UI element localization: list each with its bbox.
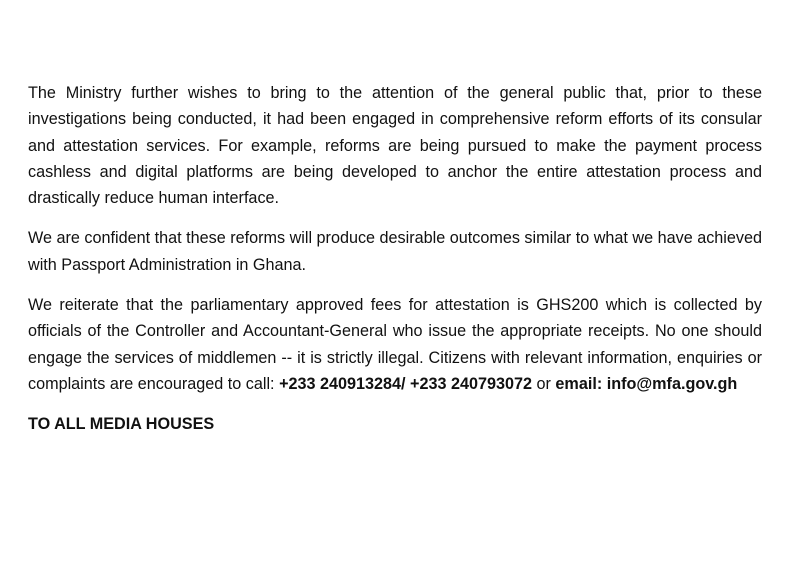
email-address: info@mfa.gov.gh: [606, 374, 738, 393]
email-label: email:: [555, 374, 603, 393]
contact-connector: or: [532, 374, 556, 393]
phone-numbers: +233 240913284/ +233 240793072: [279, 374, 533, 393]
paragraph-confidence: We are confident that these reforms will produce desirable outcomes similar to what we have achieved with Passport Administration in Ghana.: [28, 229, 762, 274]
paragraph-fees-contact: [28, 292, 762, 397]
closing-line: TO ALL MEDIA HOUSES: [28, 415, 215, 434]
paragraph-reform-efforts: The Ministry further wishes to bring to the attention of the general public that, prior to these investigations being conducted, it had been engaged in comprehensive reform efforts of its consular and attestation services. For example, reforms are being pursued to make the payment process cashless and digital platforms are being developed to anchor the entire attestation process and drastically reduce human interface.: [28, 84, 762, 208]
fees-text: We reiterate that the parliamentary approved fees for attestation is GHS200 which is collected by officials of the Controller and Accountant-General who issue the appropriate receipts. No one should engage the services of middlemen -- it is strictly illegal. Citizens with relevant information, enquiries or complaints are encouraged to call:: [28, 296, 762, 393]
document-body: [28, 80, 762, 438]
